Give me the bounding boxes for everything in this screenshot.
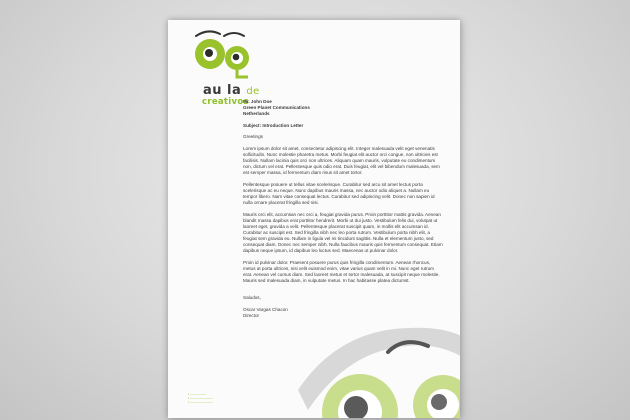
decorative-eyes-graphic: [298, 320, 460, 418]
letter-paragraph-4: Proin id pulvinar dolor. Praesent posuere purus quis fringilla condimentum. Aenean rhoncus, metus at porta ultrices, nisi velit euismod enim, vitae varius quam velit in mi. Nunc eget rutrum erat. Aenean vel cursus diam. Sed laoreet metus et tortor malesuada, at suscipit neque molestie. Mauris sed malesuada diam, in vulputate metus. In hac habitasse platea dictumst.: [243, 259, 440, 284]
recipient-company: Green Planet Communications: [243, 105, 310, 111]
letter-subject: Subject: Introduction Letter: [243, 122, 304, 128]
recipient-country: Netherlands: [243, 111, 270, 117]
logo-eyes-icon: [190, 28, 260, 88]
letter-closing: Saludos,: [243, 295, 261, 301]
signer-title: Director: [243, 313, 260, 319]
footer-contact-block: ▪ ─────── ▪ ────────── ▪ ──────────: [188, 392, 213, 405]
letter-paragraph-2: Pellentesque posuere ut tellus vitae scelerisque. Curabitur sed arcu sit amet lectus porta scelerisque ac eu neque. Nunc dapibus mauris massa, nec auctor odio aliquet a. Nullam eu tempor libero. Nam vitae consequat lectus. Curabitur sed adipiscing velit. Donec non sapien id nulla ornare placerat fringilla sed nisi.: [243, 181, 435, 206]
letterhead-sheet: [168, 20, 460, 418]
letter-paragraph-3: Mauris orci elit, accumsan nec orci a, feugiat gravida purus. Proin porttitor mattis gravida. Aenean blandit massa dapibus erat porttitor hendrerit. Morbi ut dui justo. Vestibulum felis dui, volutpat ut laoreet eget, gravida a velit. Pellentesque placerat suscipit quam, in mollis elit accumsan id. Curabitur ac suscipit est. Sed fringilla nibh nec leo porta rutrum. Vestibulum porta nibh elit, a feugiat sem gravida eu. Nullam in ligula vel mi tincidunt sagittis. Nulla et elementum justo, sed consequat diam. Donec nec semper nibh. Nulla faucibus mauris quis fermentum consequat. Etiam dapibus neque ipsum, id dapibus leo luctus sed. Maecenas ut pulvinar dolor.: [243, 211, 443, 254]
logo-wordmark: [203, 83, 260, 98]
letter-greeting: Greetings: [243, 134, 263, 140]
letter-paragraph-1: Lorem ipsum dolor sit amet, consectetur adipiscing elit. Integer malesuada velit eget venenatis sollicitudin. Nunc molestie pharetra metus. Morbi feugiat elit auctor orci congue, non ultricies est facilisis. Nullam lacinia quis orci non ultrices. Aliquam quam mauris, vulputate eu condimentum non, dictum vel erat. Pellentesque quis odio erat. Duis feugiat, elit vel bibendum malesuada, sem est semper massa, id fermentum diam risus sit amet tortor.: [243, 145, 440, 176]
recipient-name: Mr. John Doe: [243, 99, 272, 104]
letter-body: [243, 99, 443, 319]
logo-word-de: de: [246, 86, 260, 97]
signer-name: Oscar Vargas Chacon: [243, 306, 288, 312]
logo-word-aula: au la: [203, 83, 242, 98]
logo-word-creativos: creativos: [202, 97, 249, 107]
